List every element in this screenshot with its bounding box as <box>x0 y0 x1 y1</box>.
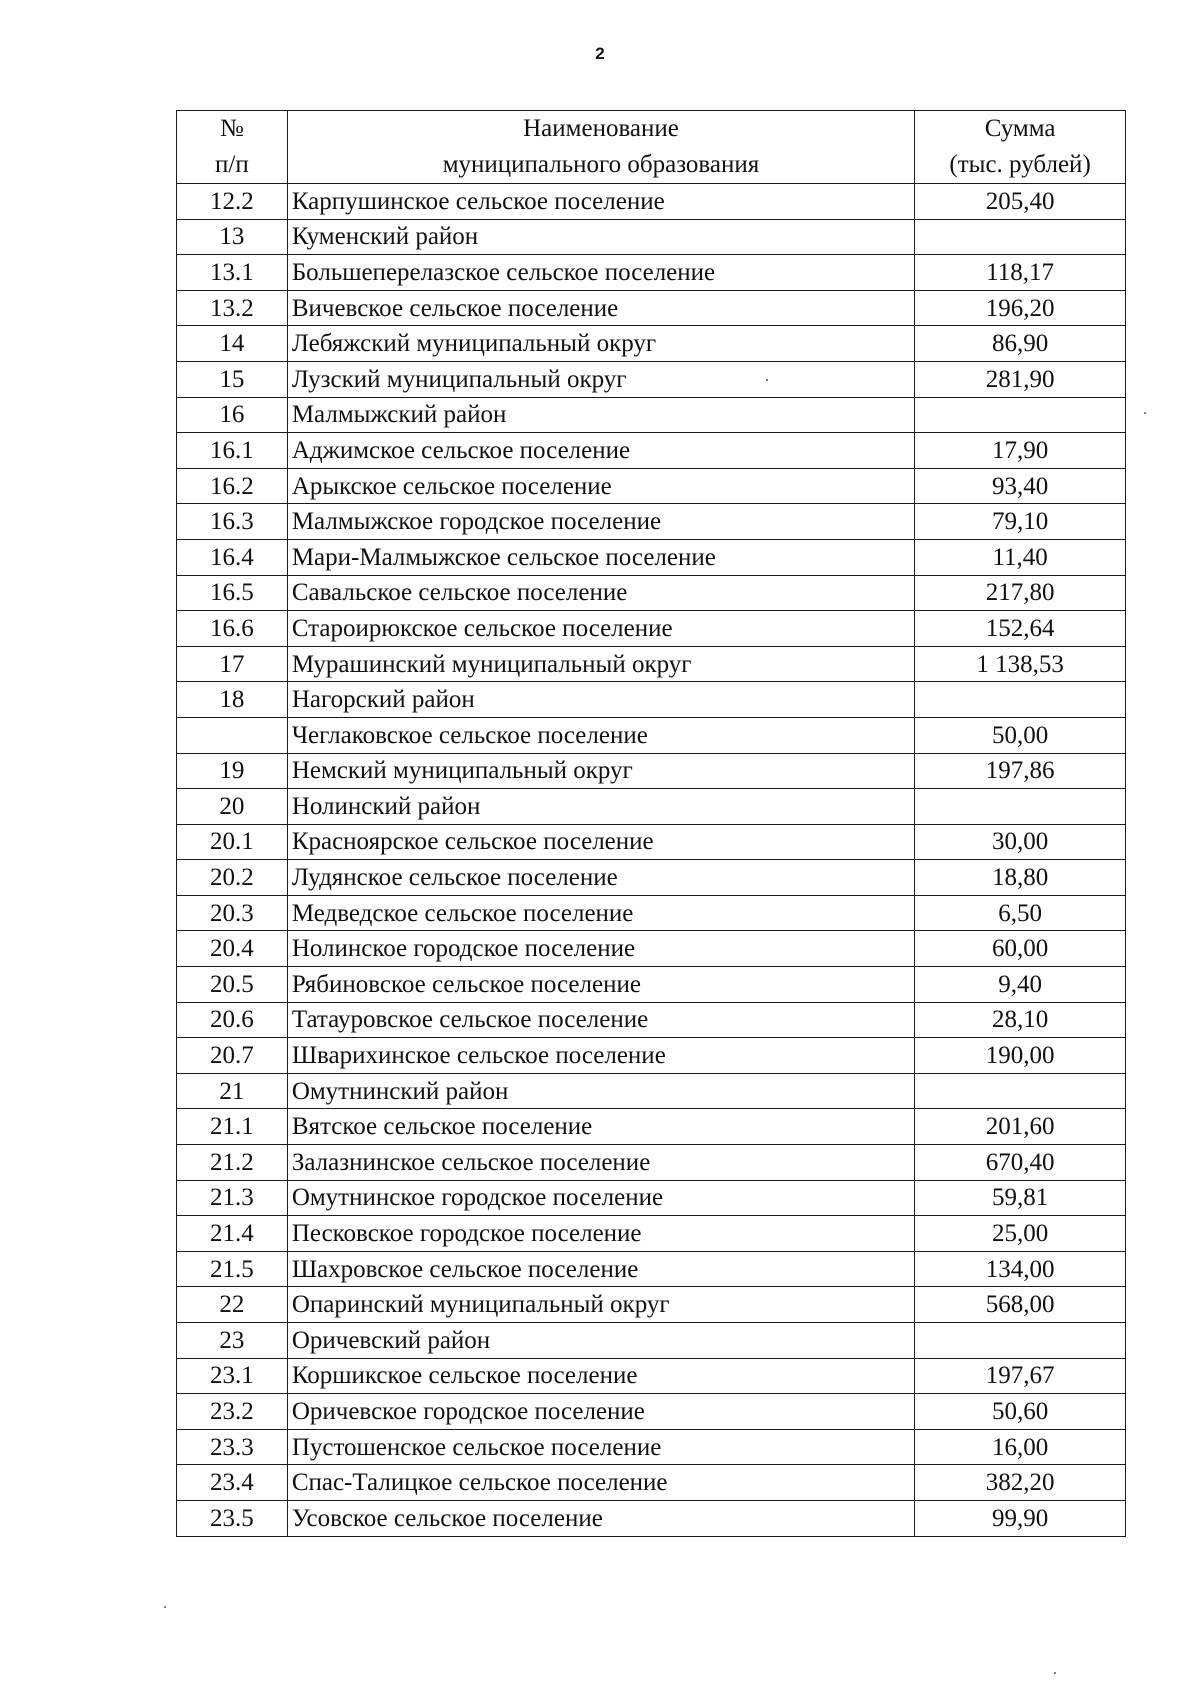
row-sum: 30,00 <box>915 824 1126 860</box>
row-number: 20.6 <box>177 1002 288 1038</box>
row-name: Шварихинское сельское поселение <box>287 1038 914 1074</box>
table-row <box>177 1216 1126 1252</box>
row-sum: 9,40 <box>915 967 1126 1003</box>
table-row <box>177 1073 1126 1109</box>
row-name: Савальское сельское поселение <box>287 575 914 611</box>
row-sum: 670,40 <box>915 1145 1126 1181</box>
row-number: 23.3 <box>177 1429 288 1465</box>
row-name: Спас-Талицкое сельское поселение <box>287 1465 914 1501</box>
row-sum: 79,10 <box>915 504 1126 540</box>
row-sum <box>915 1073 1126 1109</box>
table-row <box>177 1145 1126 1181</box>
row-sum: 50,60 <box>915 1394 1126 1430</box>
row-sum: 197,67 <box>915 1358 1126 1394</box>
row-name: Лебяжский муниципальный округ <box>287 326 914 362</box>
row-name: Рябиновское сельское поселение <box>287 967 914 1003</box>
table-row <box>177 326 1126 362</box>
table-row <box>177 1180 1126 1216</box>
table-row <box>177 824 1126 860</box>
row-name: Мурашинский муниципальный округ <box>287 646 914 682</box>
table-row <box>177 717 1126 753</box>
row-name: Оричевское городское поселение <box>287 1394 914 1430</box>
row-number: 16.2 <box>177 468 288 504</box>
row-sum: 99,90 <box>915 1500 1126 1536</box>
row-sum: 118,17 <box>915 255 1126 291</box>
row-number: 13.1 <box>177 255 288 291</box>
table-row <box>177 504 1126 540</box>
row-number: 23.4 <box>177 1465 288 1501</box>
row-number: 21 <box>177 1073 288 1109</box>
table-row <box>177 433 1126 469</box>
row-sum: 25,00 <box>915 1216 1126 1252</box>
table-body <box>177 184 1126 1537</box>
table-row <box>177 931 1126 967</box>
row-name: Малмыжский район <box>287 397 914 433</box>
header-sum-line1: Сумма <box>984 115 1056 142</box>
row-sum: 152,64 <box>915 611 1126 647</box>
table-row <box>177 575 1126 611</box>
row-name: Омутнинское городское поселение <box>287 1180 914 1216</box>
row-name: Усовское сельское поселение <box>287 1500 914 1536</box>
row-name: Немский муниципальный округ <box>287 753 914 789</box>
table-row <box>177 1323 1126 1359</box>
row-sum: 201,60 <box>915 1109 1126 1145</box>
row-number: 21.1 <box>177 1109 288 1145</box>
row-sum: 6,50 <box>915 895 1126 931</box>
row-sum <box>915 1323 1126 1359</box>
scan-speck <box>1144 412 1146 414</box>
row-name: Лузский муниципальный округ <box>287 361 914 397</box>
table-row <box>177 895 1126 931</box>
row-number: 20.3 <box>177 895 288 931</box>
row-name: Арыкское сельское поселение <box>287 468 914 504</box>
table-header <box>177 111 1126 184</box>
table-row <box>177 397 1126 433</box>
row-number: 16.6 <box>177 611 288 647</box>
header-number <box>177 111 288 184</box>
row-number: 20.5 <box>177 967 288 1003</box>
table-row <box>177 789 1126 825</box>
row-name: Нагорский район <box>287 682 914 718</box>
row-name: Опаринский муниципальный округ <box>287 1287 914 1323</box>
row-number: 21.4 <box>177 1216 288 1252</box>
row-number: 14 <box>177 326 288 362</box>
row-name: Залазнинское сельское поселение <box>287 1145 914 1181</box>
table-row <box>177 1287 1126 1323</box>
row-sum <box>915 789 1126 825</box>
row-sum: 134,00 <box>915 1251 1126 1287</box>
row-name: Большеперелазское сельское поселение <box>287 255 914 291</box>
row-name: Коршикское сельское поселение <box>287 1358 914 1394</box>
table-row <box>177 1465 1126 1501</box>
header-sum-line2: (тыс. рублей) <box>949 151 1091 178</box>
row-number: 21.3 <box>177 1180 288 1216</box>
row-name: Татауровское сельское поселение <box>287 1002 914 1038</box>
row-number: 23.1 <box>177 1358 288 1394</box>
row-number: 19 <box>177 753 288 789</box>
page-number: 2 <box>595 44 605 63</box>
row-number: 20 <box>177 789 288 825</box>
table-row <box>177 539 1126 575</box>
row-sum: 28,10 <box>915 1002 1126 1038</box>
row-number: 16.4 <box>177 539 288 575</box>
row-name: Малмыжское городское поселение <box>287 504 914 540</box>
row-name: Карпушинское сельское поселение <box>287 184 914 220</box>
row-number: 21.5 <box>177 1251 288 1287</box>
row-name: Аджимское сельское поселение <box>287 433 914 469</box>
table-row <box>177 468 1126 504</box>
header-name-line2: муниципального образования <box>442 151 760 178</box>
table-row <box>177 611 1126 647</box>
row-number: 17 <box>177 646 288 682</box>
row-sum: 1 138,53 <box>915 646 1126 682</box>
row-name: Нолинский район <box>287 789 914 825</box>
row-number: 16.1 <box>177 433 288 469</box>
row-name: Лудянское сельское поселение <box>287 860 914 896</box>
row-number: 16 <box>177 397 288 433</box>
row-number: 20.2 <box>177 860 288 896</box>
table-row <box>177 1429 1126 1465</box>
row-number: 13.2 <box>177 290 288 326</box>
scan-speck <box>1054 1672 1056 1674</box>
row-name: Вятское сельское поселение <box>287 1109 914 1145</box>
row-number: 13 <box>177 219 288 255</box>
row-sum: 93,40 <box>915 468 1126 504</box>
row-sum: 190,00 <box>915 1038 1126 1074</box>
row-sum: 568,00 <box>915 1287 1126 1323</box>
row-sum <box>915 397 1126 433</box>
table-row <box>177 1109 1126 1145</box>
row-name: Песковское городское поселение <box>287 1216 914 1252</box>
table-row <box>177 1038 1126 1074</box>
row-number <box>177 717 288 753</box>
table-row <box>177 361 1126 397</box>
table-row <box>177 1251 1126 1287</box>
table-row <box>177 290 1126 326</box>
row-sum: 197,86 <box>915 753 1126 789</box>
row-sum: 17,90 <box>915 433 1126 469</box>
table-row <box>177 255 1126 291</box>
row-sum: 205,40 <box>915 184 1126 220</box>
table-row <box>177 967 1126 1003</box>
header-number-line2: п/п <box>215 151 249 178</box>
table-row <box>177 1394 1126 1430</box>
row-name: Староирюкское сельское поселение <box>287 611 914 647</box>
row-sum: 60,00 <box>915 931 1126 967</box>
table-row <box>177 1002 1126 1038</box>
row-number: 20.4 <box>177 931 288 967</box>
row-name: Мари-Малмыжское сельское поселение <box>287 539 914 575</box>
row-sum: 18,80 <box>915 860 1126 896</box>
row-number: 16.3 <box>177 504 288 540</box>
row-number: 21.2 <box>177 1145 288 1181</box>
row-name: Омутнинский район <box>287 1073 914 1109</box>
row-sum: 281,90 <box>915 361 1126 397</box>
row-number: 15 <box>177 361 288 397</box>
row-number: 23.5 <box>177 1500 288 1536</box>
row-sum: 86,90 <box>915 326 1126 362</box>
row-sum <box>915 219 1126 255</box>
row-number: 20.7 <box>177 1038 288 1074</box>
row-number: 22 <box>177 1287 288 1323</box>
row-sum: 11,40 <box>915 539 1126 575</box>
row-sum: 50,00 <box>915 717 1126 753</box>
scan-speck <box>164 1606 166 1608</box>
row-sum: 217,80 <box>915 575 1126 611</box>
table-row <box>177 219 1126 255</box>
row-name: Пустошенское сельское поселение <box>287 1429 914 1465</box>
row-sum <box>915 682 1126 718</box>
scan-speck <box>766 379 768 381</box>
table-row <box>177 753 1126 789</box>
row-sum: 382,20 <box>915 1465 1126 1501</box>
row-name: Вичевское сельское поселение <box>287 290 914 326</box>
row-name: Медведское сельское поселение <box>287 895 914 931</box>
header-number-line1: № <box>219 115 244 142</box>
table-row <box>177 682 1126 718</box>
table-row <box>177 860 1126 896</box>
table-row <box>177 1500 1126 1536</box>
row-number: 16.5 <box>177 575 288 611</box>
municipal-sum-table <box>176 110 1126 1537</box>
row-name: Красноярское сельское поселение <box>287 824 914 860</box>
row-sum: 16,00 <box>915 1429 1126 1465</box>
table-row <box>177 646 1126 682</box>
row-number: 12.2 <box>177 184 288 220</box>
row-name: Шахровское сельское поселение <box>287 1251 914 1287</box>
header-name-line1: Наименование <box>523 115 679 142</box>
table-row <box>177 1358 1126 1394</box>
header-row <box>177 111 1126 184</box>
row-sum: 59,81 <box>915 1180 1126 1216</box>
header-sum <box>915 111 1126 184</box>
row-number: 20.1 <box>177 824 288 860</box>
header-name <box>287 111 914 184</box>
row-number: 23 <box>177 1323 288 1359</box>
row-number: 23.2 <box>177 1394 288 1430</box>
row-name: Чеглаковское сельское поселение <box>287 717 914 753</box>
row-name: Оричевский район <box>287 1323 914 1359</box>
row-number: 18 <box>177 682 288 718</box>
row-name: Нолинское городское поселение <box>287 931 914 967</box>
row-name: Куменский район <box>287 219 914 255</box>
row-sum: 196,20 <box>915 290 1126 326</box>
table-row <box>177 184 1126 220</box>
